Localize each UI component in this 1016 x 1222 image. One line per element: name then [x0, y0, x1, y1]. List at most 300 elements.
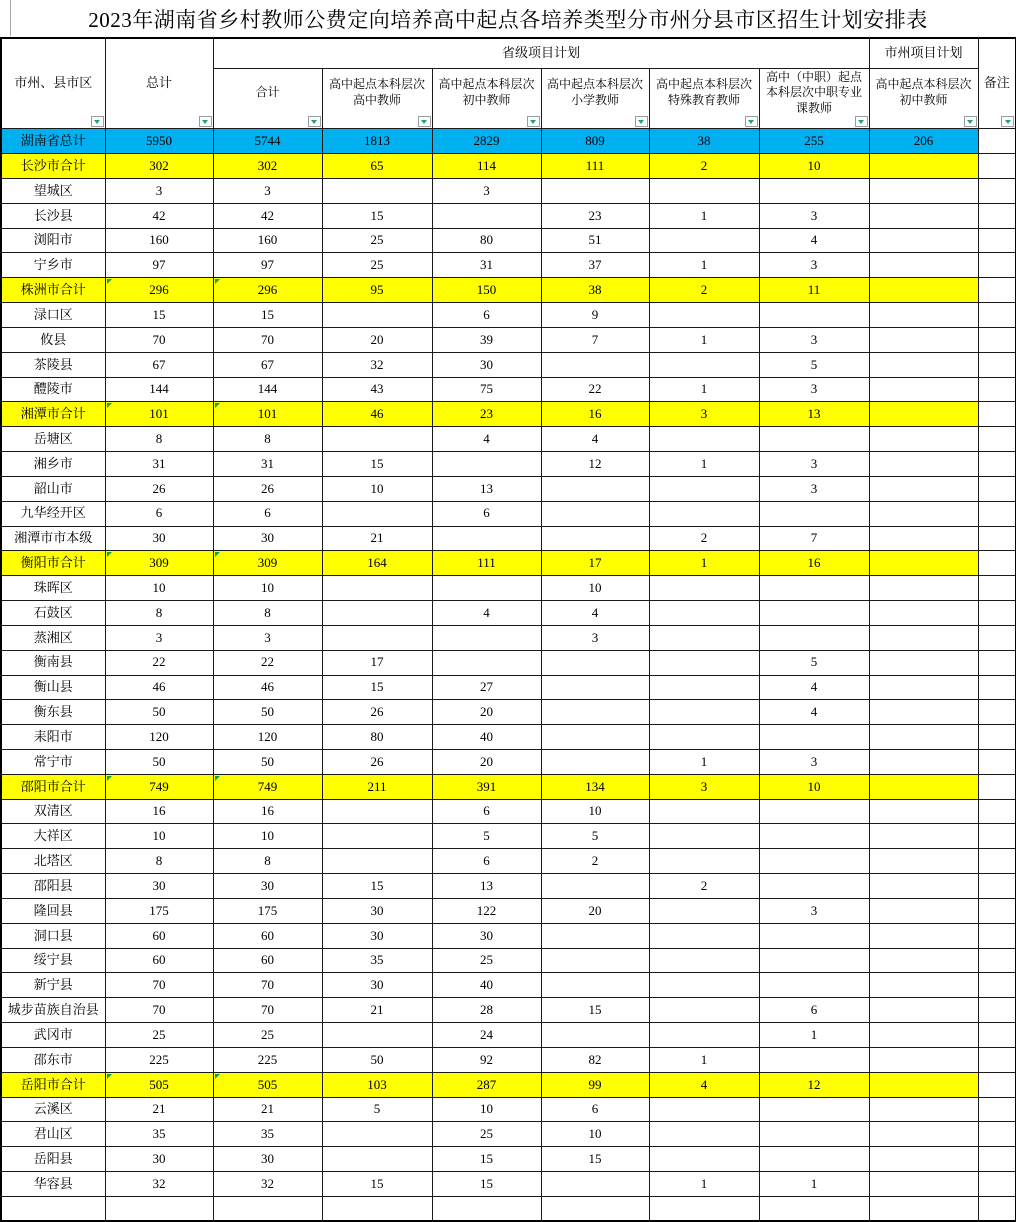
value-cell[interactable]: 1 — [649, 749, 759, 774]
remark-cell[interactable] — [978, 178, 1016, 203]
remark-cell[interactable] — [978, 526, 1016, 551]
value-cell[interactable]: 15 — [322, 874, 432, 899]
value-cell[interactable] — [541, 948, 649, 973]
value-cell[interactable] — [322, 601, 432, 626]
value-cell[interactable]: 37 — [541, 253, 649, 278]
value-cell[interactable]: 4 — [649, 1072, 759, 1097]
remark-cell[interactable] — [978, 377, 1016, 402]
value-cell[interactable]: 30 — [213, 526, 322, 551]
value-cell[interactable] — [649, 650, 759, 675]
value-cell[interactable]: 144 — [105, 377, 213, 402]
value-cell[interactable] — [649, 576, 759, 601]
value-cell[interactable]: 24 — [432, 1023, 541, 1048]
remark-cell[interactable] — [978, 1147, 1016, 1172]
value-cell[interactable] — [869, 948, 978, 973]
value-cell[interactable]: 7 — [759, 526, 869, 551]
value-cell[interactable] — [869, 1047, 978, 1072]
value-cell[interactable]: 3 — [759, 253, 869, 278]
value-cell[interactable] — [759, 874, 869, 899]
value-cell[interactable] — [649, 948, 759, 973]
value-cell[interactable] — [541, 675, 649, 700]
header-sub-city-chuzhong-teacher[interactable] — [869, 68, 978, 129]
remark-cell[interactable] — [978, 551, 1016, 576]
value-cell[interactable] — [869, 1072, 978, 1097]
value-cell[interactable]: 114 — [432, 154, 541, 179]
region-cell[interactable]: 衡东县 — [1, 700, 105, 725]
value-cell[interactable] — [869, 849, 978, 874]
value-cell[interactable] — [759, 948, 869, 973]
value-cell[interactable]: 144 — [213, 377, 322, 402]
value-cell[interactable] — [759, 973, 869, 998]
value-cell[interactable]: 6 — [759, 998, 869, 1023]
value-cell[interactable] — [869, 253, 978, 278]
value-cell[interactable]: 8 — [213, 427, 322, 452]
remark-cell[interactable] — [978, 998, 1016, 1023]
value-cell[interactable]: 8 — [105, 427, 213, 452]
value-cell[interactable]: 70 — [105, 973, 213, 998]
value-cell[interactable]: 2 — [649, 874, 759, 899]
value-cell[interactable] — [432, 203, 541, 228]
value-cell[interactable]: 23 — [432, 402, 541, 427]
value-cell[interactable]: 15 — [105, 303, 213, 328]
value-cell[interactable]: 4 — [432, 427, 541, 452]
header-sub-chuzhong-teacher[interactable] — [432, 68, 541, 129]
value-cell[interactable]: 211 — [322, 774, 432, 799]
value-cell[interactable] — [869, 700, 978, 725]
value-cell[interactable]: 30 — [322, 923, 432, 948]
remark-cell[interactable] — [978, 774, 1016, 799]
value-cell[interactable] — [759, 576, 869, 601]
value-cell[interactable]: 287 — [432, 1072, 541, 1097]
value-cell[interactable]: 1813 — [322, 129, 432, 154]
value-cell[interactable]: 6 — [213, 501, 322, 526]
value-cell[interactable]: 10 — [105, 824, 213, 849]
value-cell[interactable]: 39 — [432, 327, 541, 352]
filter-dropdown-icon[interactable] — [1001, 116, 1014, 127]
value-cell[interactable] — [649, 1097, 759, 1122]
value-cell[interactable] — [322, 1147, 432, 1172]
value-cell[interactable]: 5 — [432, 824, 541, 849]
value-cell[interactable] — [541, 923, 649, 948]
region-cell[interactable]: 洞口县 — [1, 923, 105, 948]
value-cell[interactable] — [869, 303, 978, 328]
value-cell[interactable]: 175 — [105, 898, 213, 923]
value-cell[interactable]: 5950 — [105, 129, 213, 154]
value-cell[interactable]: 15 — [541, 1147, 649, 1172]
value-cell[interactable] — [869, 973, 978, 998]
value-cell[interactable] — [759, 799, 869, 824]
filter-dropdown-icon[interactable] — [308, 116, 321, 127]
value-cell[interactable]: 17 — [541, 551, 649, 576]
region-cell[interactable]: 湖南省总计 — [1, 129, 105, 154]
value-cell[interactable]: 6 — [432, 849, 541, 874]
value-cell[interactable] — [541, 749, 649, 774]
remark-cell[interactable] — [978, 427, 1016, 452]
value-cell[interactable]: 42 — [213, 203, 322, 228]
region-cell[interactable]: 湘潭市合计 — [1, 402, 105, 427]
remark-cell[interactable] — [978, 650, 1016, 675]
value-cell[interactable] — [759, 725, 869, 750]
value-cell[interactable]: 67 — [105, 352, 213, 377]
value-cell[interactable] — [649, 178, 759, 203]
value-cell[interactable]: 6 — [432, 501, 541, 526]
value-cell[interactable]: 30 — [105, 526, 213, 551]
value-cell[interactable]: 38 — [649, 129, 759, 154]
region-cell[interactable]: 湘潭市市本级 — [1, 526, 105, 551]
value-cell[interactable]: 60 — [105, 923, 213, 948]
value-cell[interactable]: 31 — [432, 253, 541, 278]
filter-dropdown-icon[interactable] — [964, 116, 977, 127]
filter-dropdown-icon[interactable] — [635, 116, 648, 127]
remark-cell[interactable] — [978, 849, 1016, 874]
value-cell[interactable]: 26 — [105, 476, 213, 501]
value-cell[interactable]: 31 — [105, 452, 213, 477]
remark-cell[interactable] — [978, 303, 1016, 328]
remark-cell[interactable] — [978, 749, 1016, 774]
value-cell[interactable] — [869, 377, 978, 402]
value-cell[interactable]: 1 — [649, 1172, 759, 1197]
value-cell[interactable]: 4 — [541, 427, 649, 452]
value-cell[interactable]: 225 — [213, 1047, 322, 1072]
value-cell[interactable]: 3 — [759, 476, 869, 501]
value-cell[interactable]: 26 — [213, 476, 322, 501]
value-cell[interactable]: 42 — [105, 203, 213, 228]
value-cell[interactable]: 30 — [213, 874, 322, 899]
value-cell[interactable] — [759, 427, 869, 452]
value-cell[interactable]: 3 — [213, 625, 322, 650]
value-cell[interactable]: 134 — [541, 774, 649, 799]
value-cell[interactable]: 3 — [759, 377, 869, 402]
value-cell[interactable]: 6 — [432, 799, 541, 824]
region-cell[interactable]: 北塔区 — [1, 849, 105, 874]
value-cell[interactable]: 160 — [105, 228, 213, 253]
region-cell[interactable]: 华容县 — [1, 1172, 105, 1197]
value-cell[interactable] — [869, 874, 978, 899]
value-cell[interactable]: 13 — [432, 476, 541, 501]
value-cell[interactable] — [869, 601, 978, 626]
value-cell[interactable]: 75 — [432, 377, 541, 402]
region-cell[interactable]: 攸县 — [1, 327, 105, 352]
value-cell[interactable]: 10 — [759, 154, 869, 179]
value-cell[interactable]: 20 — [541, 898, 649, 923]
remark-cell[interactable] — [978, 228, 1016, 253]
region-cell[interactable]: 邵阳县 — [1, 874, 105, 899]
value-cell[interactable] — [649, 675, 759, 700]
value-cell[interactable] — [869, 774, 978, 799]
value-cell[interactable]: 1 — [649, 253, 759, 278]
value-cell[interactable]: 80 — [322, 725, 432, 750]
value-cell[interactable] — [322, 427, 432, 452]
value-cell[interactable] — [759, 1147, 869, 1172]
value-cell[interactable]: 15 — [213, 303, 322, 328]
region-cell[interactable]: 邵阳市合计 — [1, 774, 105, 799]
value-cell[interactable]: 3 — [759, 749, 869, 774]
value-cell[interactable]: 20 — [432, 749, 541, 774]
value-cell[interactable] — [649, 1023, 759, 1048]
value-cell[interactable]: 15 — [322, 203, 432, 228]
value-cell[interactable] — [649, 625, 759, 650]
value-cell[interactable]: 8 — [105, 849, 213, 874]
region-cell[interactable]: 耒阳市 — [1, 725, 105, 750]
region-cell[interactable]: 浏阳市 — [1, 228, 105, 253]
value-cell[interactable]: 70 — [105, 998, 213, 1023]
value-cell[interactable] — [649, 923, 759, 948]
filter-dropdown-icon[interactable] — [418, 116, 431, 127]
filter-dropdown-icon[interactable] — [527, 116, 540, 127]
value-cell[interactable]: 5 — [759, 352, 869, 377]
region-cell[interactable]: 城步苗族自治县 — [1, 998, 105, 1023]
value-cell[interactable] — [869, 799, 978, 824]
value-cell[interactable]: 21 — [322, 526, 432, 551]
value-cell[interactable] — [432, 625, 541, 650]
value-cell[interactable] — [869, 427, 978, 452]
region-cell[interactable]: 隆回县 — [1, 898, 105, 923]
value-cell[interactable]: 22 — [213, 650, 322, 675]
filter-dropdown-icon[interactable] — [199, 116, 212, 127]
value-cell[interactable]: 15 — [322, 1172, 432, 1197]
value-cell[interactable] — [869, 228, 978, 253]
value-cell[interactable]: 7 — [541, 327, 649, 352]
value-cell[interactable]: 30 — [322, 898, 432, 923]
value-cell[interactable]: 4 — [541, 601, 649, 626]
value-cell[interactable] — [869, 1172, 978, 1197]
value-cell[interactable] — [541, 352, 649, 377]
value-cell[interactable] — [322, 501, 432, 526]
value-cell[interactable]: 10 — [541, 1122, 649, 1147]
value-cell[interactable]: 3 — [649, 774, 759, 799]
value-cell[interactable] — [759, 824, 869, 849]
value-cell[interactable]: 302 — [105, 154, 213, 179]
value-cell[interactable]: 30 — [322, 973, 432, 998]
value-cell[interactable]: 1 — [649, 203, 759, 228]
value-cell[interactable]: 3 — [759, 452, 869, 477]
remark-cell[interactable] — [978, 923, 1016, 948]
value-cell[interactable] — [869, 551, 978, 576]
value-cell[interactable] — [649, 849, 759, 874]
value-cell[interactable]: 111 — [432, 551, 541, 576]
value-cell[interactable]: 95 — [322, 278, 432, 303]
value-cell[interactable]: 26 — [322, 700, 432, 725]
value-cell[interactable]: 10 — [213, 576, 322, 601]
value-cell[interactable] — [649, 824, 759, 849]
value-cell[interactable] — [759, 1097, 869, 1122]
value-cell[interactable] — [759, 625, 869, 650]
value-cell[interactable] — [869, 998, 978, 1023]
value-cell[interactable]: 50 — [322, 1047, 432, 1072]
value-cell[interactable] — [869, 1147, 978, 1172]
region-cell[interactable]: 衡南县 — [1, 650, 105, 675]
filter-dropdown-icon[interactable] — [745, 116, 758, 127]
region-cell[interactable]: 岳阳市合计 — [1, 1072, 105, 1097]
value-cell[interactable]: 50 — [213, 749, 322, 774]
value-cell[interactable]: 65 — [322, 154, 432, 179]
value-cell[interactable]: 2 — [541, 849, 649, 874]
value-cell[interactable]: 26 — [322, 749, 432, 774]
value-cell[interactable]: 749 — [213, 774, 322, 799]
region-cell[interactable]: 岳阳县 — [1, 1147, 105, 1172]
value-cell[interactable]: 2829 — [432, 129, 541, 154]
value-cell[interactable] — [541, 973, 649, 998]
remark-cell[interactable] — [978, 799, 1016, 824]
value-cell[interactable] — [649, 1122, 759, 1147]
value-cell[interactable] — [649, 898, 759, 923]
header-sub-xiaoxue-teacher[interactable] — [541, 68, 649, 129]
value-cell[interactable]: 67 — [213, 352, 322, 377]
value-cell[interactable]: 9 — [541, 303, 649, 328]
value-cell[interactable] — [869, 278, 978, 303]
value-cell[interactable]: 25 — [432, 948, 541, 973]
value-cell[interactable]: 28 — [432, 998, 541, 1023]
region-cell[interactable]: 蒸湘区 — [1, 625, 105, 650]
value-cell[interactable]: 15 — [432, 1172, 541, 1197]
value-cell[interactable]: 4 — [759, 228, 869, 253]
region-cell[interactable]: 湘乡市 — [1, 452, 105, 477]
value-cell[interactable]: 92 — [432, 1047, 541, 1072]
value-cell[interactable]: 3 — [759, 203, 869, 228]
value-cell[interactable]: 21 — [105, 1097, 213, 1122]
value-cell[interactable]: 103 — [322, 1072, 432, 1097]
value-cell[interactable] — [759, 303, 869, 328]
value-cell[interactable]: 46 — [322, 402, 432, 427]
value-cell[interactable] — [541, 725, 649, 750]
remark-cell[interactable] — [978, 327, 1016, 352]
value-cell[interactable] — [759, 923, 869, 948]
value-cell[interactable]: 70 — [213, 327, 322, 352]
value-cell[interactable] — [432, 576, 541, 601]
value-cell[interactable]: 70 — [105, 327, 213, 352]
value-cell[interactable]: 10 — [105, 576, 213, 601]
value-cell[interactable] — [649, 601, 759, 626]
value-cell[interactable]: 309 — [213, 551, 322, 576]
remark-cell[interactable] — [978, 576, 1016, 601]
value-cell[interactable]: 50 — [213, 700, 322, 725]
value-cell[interactable]: 164 — [322, 551, 432, 576]
remark-cell[interactable] — [978, 501, 1016, 526]
value-cell[interactable] — [869, 898, 978, 923]
value-cell[interactable]: 4 — [432, 601, 541, 626]
value-cell[interactable] — [649, 476, 759, 501]
value-cell[interactable]: 12 — [541, 452, 649, 477]
value-cell[interactable]: 749 — [105, 774, 213, 799]
region-cell[interactable]: 常宁市 — [1, 749, 105, 774]
remark-cell[interactable] — [978, 824, 1016, 849]
value-cell[interactable] — [541, 178, 649, 203]
remark-cell[interactable] — [978, 278, 1016, 303]
value-cell[interactable]: 46 — [105, 675, 213, 700]
value-cell[interactable]: 23 — [541, 203, 649, 228]
value-cell[interactable]: 27 — [432, 675, 541, 700]
value-cell[interactable]: 1 — [759, 1172, 869, 1197]
region-cell[interactable]: 韶山市 — [1, 476, 105, 501]
value-cell[interactable]: 21 — [213, 1097, 322, 1122]
value-cell[interactable] — [759, 501, 869, 526]
value-cell[interactable]: 6 — [105, 501, 213, 526]
value-cell[interactable]: 15 — [432, 1147, 541, 1172]
remark-cell[interactable] — [978, 1122, 1016, 1147]
remark-cell[interactable] — [978, 948, 1016, 973]
value-cell[interactable]: 3 — [105, 178, 213, 203]
value-cell[interactable]: 10 — [759, 774, 869, 799]
value-cell[interactable] — [322, 824, 432, 849]
region-cell[interactable]: 长沙县 — [1, 203, 105, 228]
remark-cell[interactable] — [978, 1172, 1016, 1197]
value-cell[interactable]: 25 — [105, 1023, 213, 1048]
value-cell[interactable]: 2 — [649, 154, 759, 179]
value-cell[interactable]: 160 — [213, 228, 322, 253]
region-cell[interactable]: 渌口区 — [1, 303, 105, 328]
value-cell[interactable]: 10 — [322, 476, 432, 501]
value-cell[interactable] — [869, 1122, 978, 1147]
value-cell[interactable]: 809 — [541, 129, 649, 154]
value-cell[interactable]: 3 — [105, 625, 213, 650]
value-cell[interactable] — [322, 799, 432, 824]
remark-cell[interactable] — [978, 129, 1016, 154]
remark-cell[interactable] — [978, 402, 1016, 427]
value-cell[interactable] — [869, 725, 978, 750]
filter-dropdown-icon[interactable] — [855, 116, 868, 127]
value-cell[interactable]: 30 — [105, 1147, 213, 1172]
region-cell[interactable]: 石鼓区 — [1, 601, 105, 626]
value-cell[interactable]: 120 — [105, 725, 213, 750]
value-cell[interactable] — [649, 799, 759, 824]
region-cell[interactable]: 新宁县 — [1, 973, 105, 998]
value-cell[interactable]: 15 — [322, 452, 432, 477]
value-cell[interactable]: 50 — [105, 700, 213, 725]
value-cell[interactable] — [322, 178, 432, 203]
region-cell[interactable]: 大祥区 — [1, 824, 105, 849]
value-cell[interactable] — [869, 452, 978, 477]
value-cell[interactable]: 309 — [105, 551, 213, 576]
value-cell[interactable] — [322, 1023, 432, 1048]
value-cell[interactable] — [322, 303, 432, 328]
region-cell[interactable]: 衡山县 — [1, 675, 105, 700]
region-cell[interactable]: 长沙市合计 — [1, 154, 105, 179]
value-cell[interactable]: 46 — [213, 675, 322, 700]
value-cell[interactable]: 150 — [432, 278, 541, 303]
region-cell[interactable]: 岳塘区 — [1, 427, 105, 452]
value-cell[interactable]: 111 — [541, 154, 649, 179]
value-cell[interactable]: 12 — [759, 1072, 869, 1097]
region-cell[interactable]: 双清区 — [1, 799, 105, 824]
remark-cell[interactable] — [978, 154, 1016, 179]
value-cell[interactable]: 51 — [541, 228, 649, 253]
value-cell[interactable]: 391 — [432, 774, 541, 799]
region-cell[interactable]: 宁乡市 — [1, 253, 105, 278]
remark-cell[interactable] — [978, 1047, 1016, 1072]
region-cell[interactable]: 邵东市 — [1, 1047, 105, 1072]
value-cell[interactable]: 38 — [541, 278, 649, 303]
value-cell[interactable]: 1 — [649, 377, 759, 402]
value-cell[interactable] — [869, 824, 978, 849]
region-cell[interactable]: 望城区 — [1, 178, 105, 203]
value-cell[interactable]: 101 — [213, 402, 322, 427]
value-cell[interactable]: 2 — [649, 526, 759, 551]
remark-cell[interactable] — [978, 352, 1016, 377]
remark-cell[interactable] — [978, 476, 1016, 501]
filter-dropdown-icon[interactable] — [91, 116, 104, 127]
value-cell[interactable]: 82 — [541, 1047, 649, 1072]
value-cell[interactable] — [541, 1172, 649, 1197]
value-cell[interactable]: 8 — [213, 601, 322, 626]
region-cell[interactable]: 君山区 — [1, 1122, 105, 1147]
value-cell[interactable]: 8 — [213, 849, 322, 874]
value-cell[interactable]: 32 — [213, 1172, 322, 1197]
value-cell[interactable]: 15 — [541, 998, 649, 1023]
value-cell[interactable]: 22 — [541, 377, 649, 402]
value-cell[interactable]: 5 — [541, 824, 649, 849]
value-cell[interactable]: 30 — [432, 923, 541, 948]
value-cell[interactable]: 70 — [213, 998, 322, 1023]
